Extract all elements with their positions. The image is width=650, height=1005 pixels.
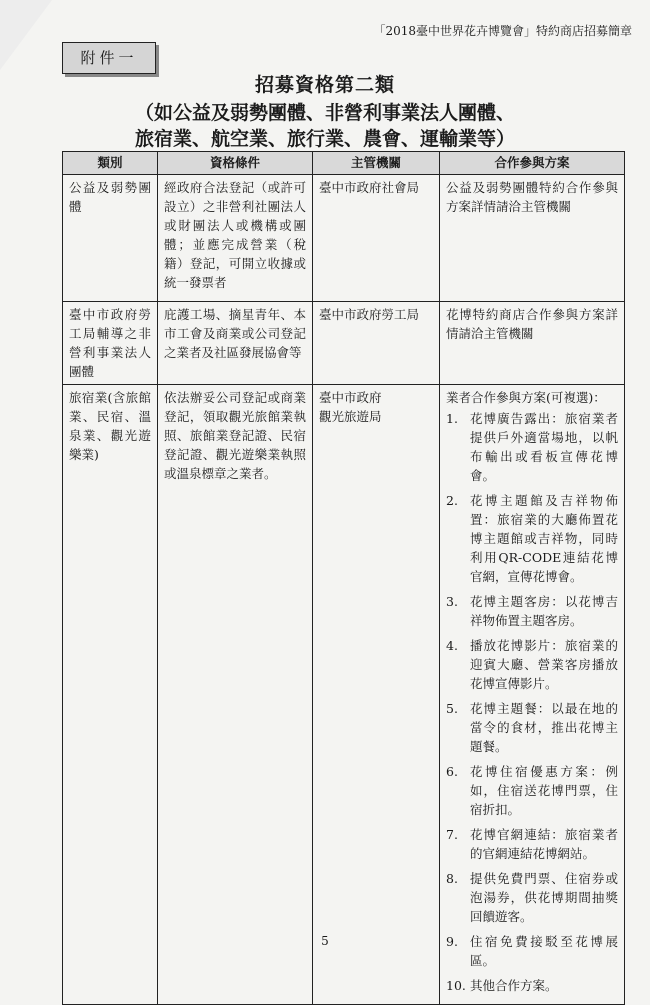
page-title: 招募資格第二類 <box>254 74 395 96</box>
list-item <box>446 976 618 995</box>
list-item <box>446 636 618 693</box>
list-item <box>446 592 618 630</box>
cell-authority <box>313 385 440 1005</box>
header-authority: 主管機關 <box>313 152 440 175</box>
list-item <box>446 825 618 863</box>
list-item-text: 其他合作方案。 <box>470 978 558 993</box>
qualification-table <box>62 151 625 1005</box>
list-item-text: 住宿免費接駁至花博展區。 <box>470 934 618 968</box>
list-item-number: 2. <box>446 493 458 508</box>
document-header: 「2018臺中世界花卉博覽會」特約商店招募簡章 <box>373 24 632 38</box>
plan-list <box>446 409 618 995</box>
list-item-number: 4. <box>446 638 458 653</box>
cell-authority: 臺中市政府勞工局 <box>313 302 440 385</box>
list-item-number: 9. <box>446 934 458 949</box>
list-item-number: 8. <box>446 871 458 886</box>
list-item-text: 提供免費門票、住宿券或泡湯券，供花博期間抽獎回饋遊客。 <box>470 871 618 924</box>
list-item-number: 7. <box>446 827 458 842</box>
cell-category: 臺中市政府勞工局輔導之非營利事業法人團體 <box>63 302 158 385</box>
page-number: 5 <box>321 934 329 948</box>
cell-category: 公益及弱勢團體 <box>63 175 158 302</box>
list-item-text: 花博主題客房：以花博吉祥物佈置主題客房。 <box>470 594 618 628</box>
list-item <box>446 699 618 756</box>
cell-plan <box>440 385 625 1005</box>
list-item-number: 6. <box>446 764 458 779</box>
header-category: 類別 <box>63 152 158 175</box>
authority-line: 觀光旅遊局 <box>319 409 382 424</box>
plan-intro: 業者合作參與方案(可複選)： <box>446 390 606 405</box>
list-item-text: 花博主題館及吉祥物佈置：旅宿業的大廳佈置花博主題館或吉祥物，同時利用QR-CODE連結花博官網，宣傳花博會。 <box>470 493 618 584</box>
table-row <box>63 175 625 302</box>
list-item-number: 1. <box>446 411 458 426</box>
list-item <box>446 762 618 819</box>
page-subtitle-line1: （如公益及弱勢團體、非營利事業法人團體、 <box>134 102 515 124</box>
list-item-text: 花博住宿優惠方案：例如，住宿送花博門票，住宿折扣。 <box>470 764 618 817</box>
authority-line: 臺中市政府 <box>319 390 382 405</box>
annex-label: 附件一 <box>62 42 156 74</box>
list-item-text: 花博主題餐：以最在地的當令的食材，推出花博主題餐。 <box>470 701 618 754</box>
list-item-text: 花博官網連結：旅宿業者的官網連結花博網站。 <box>470 827 618 861</box>
cell-authority: 臺中市政府社會局 <box>313 175 440 302</box>
table-row <box>63 385 625 1005</box>
list-item-number: 3. <box>446 594 458 609</box>
list-item-number: 5. <box>446 701 458 716</box>
header-qualification: 資格條件 <box>158 152 313 175</box>
cell-category: 旅宿業(含旅館業、民宿、溫泉業、觀光遊樂業) <box>63 385 158 1005</box>
list-item-text: 播放花博影片：旅宿業的迎賓大廳、營業客房播放花博宣傳影片。 <box>470 638 618 691</box>
cell-qualification: 依法辦妥公司登記或商業登記，領取觀光旅館業執照、旅館業登記證、民宿登記證、觀光遊樂業執照或溫泉標章之業者。 <box>158 385 313 1005</box>
scanned-page-fold <box>0 0 52 70</box>
list-item <box>446 491 618 586</box>
cell-qualification: 經政府合法登記（或許可設立）之非營利社團法人或財團法人或機構或團體；並應完成營業（稅籍）登記，可開立收據或統一發票者 <box>158 175 313 302</box>
table-row <box>63 302 625 385</box>
list-item-number: 10. <box>446 978 466 993</box>
table-header-row <box>63 152 625 175</box>
page-subtitle-line2: 旅宿業、航空業、旅行業、農會、運輸業等） <box>134 128 515 150</box>
cell-plan: 花博特約商店合作參與方案詳情請洽主管機關 <box>440 302 625 385</box>
cell-plan: 公益及弱勢團體特約合作參與方案詳情請洽主管機關 <box>440 175 625 302</box>
list-item-text: 花博廣告露出：旅宿業者提供戶外適當場地，以帆布輸出或看板宣傳花博會。 <box>470 411 618 483</box>
header-plan: 合作參與方案 <box>440 152 625 175</box>
list-item <box>446 409 618 485</box>
cell-qualification: 庇護工場、摘星青年、本市工會及商業或公司登記之業者及社區發展協會等 <box>158 302 313 385</box>
list-item <box>446 869 618 926</box>
